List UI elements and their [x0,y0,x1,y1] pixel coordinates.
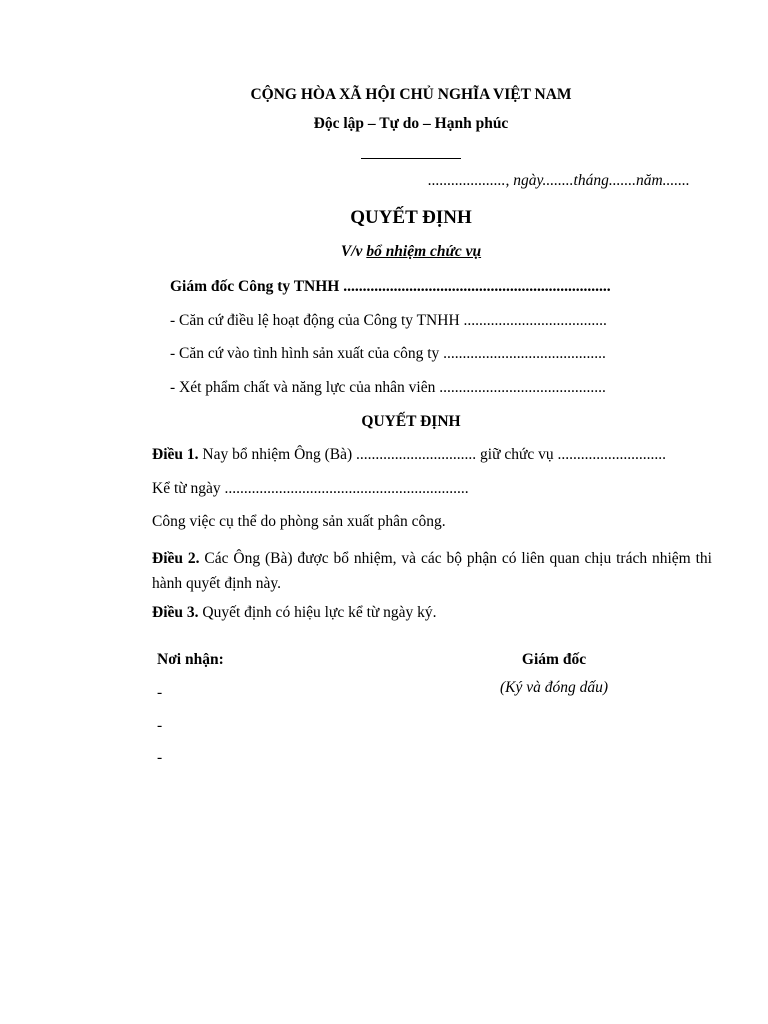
article-2-text: Các Ông (Bà) được bổ nhiệm, và các bộ phận có liên quan chịu trách nhiệm thi hành quyết định này. [152,550,712,592]
signer-title: Giám đốc [521,651,587,668]
issuer-line: Giám đốc Công ty TNHH ..................................................................... [170,278,611,295]
article-3 [152,604,437,622]
basis-item: - Xét phẩm chất và năng lực của nhân viên ........................................... [170,379,606,396]
basis-item: - Căn cứ vào tình hình sản xuất của công ty .......................................... [170,345,606,362]
article-3-text: Quyết định có hiệu lực kể từ ngày ký. [198,604,437,621]
article-1 [152,446,666,464]
article-1-note: Công việc cụ thể do phòng sản xuất phân công. [152,513,446,530]
recipients-label: Nơi nhận: [157,651,224,668]
recipient-item: - [157,717,163,734]
basis-item: - Căn cứ điều lệ hoạt động của Công ty TNHH ..................................... [170,312,607,329]
article-1-text: Nay bổ nhiệm Ông (Bà) ............................... giữ chức vụ ............................ [198,446,667,463]
national-motto: Độc lập – Tự do – Hạnh phúc [313,115,509,132]
motto-underline [361,158,461,159]
article-2 [152,546,712,596]
document-title: QUYẾT ĐỊNH [350,207,472,228]
article-1-label: Điều 1. [152,446,199,463]
signer-note: (Ký và đóng dấu) [499,679,609,696]
date-line: ...................., ngày........tháng.......năm....... [428,172,690,189]
subject-text: bổ nhiệm chức vụ [366,243,482,260]
recipient-item: - [157,684,163,701]
article-3-label: Điều 3. [152,604,199,621]
recipient-item: - [157,749,163,766]
decision-heading: QUYẾT ĐỊNH [361,413,461,430]
article-2-label: Điều 2. [152,550,200,567]
article-1-effective-date: Kể từ ngày ............................................................... [152,480,469,497]
document-subject [0,243,768,261]
subject-prefix: V/v [340,243,367,260]
national-header: CỘNG HÒA XÃ HỘI CHỦ NGHĨA VIỆT NAM [250,86,572,103]
